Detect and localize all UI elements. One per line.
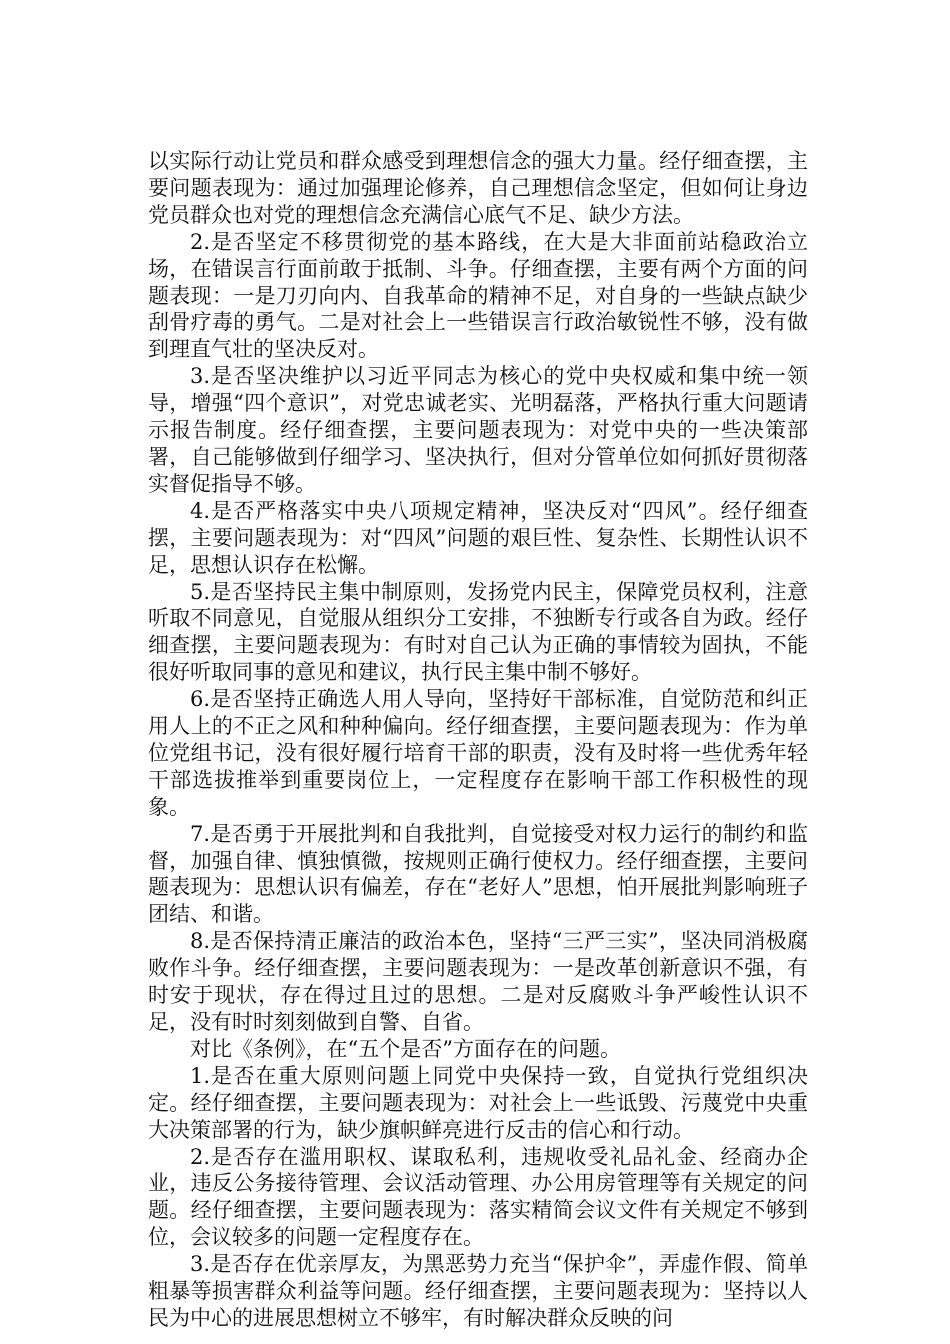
paragraph: 对比《条例》，在“五个是否”方面存在的问题。: [190, 1036, 621, 1061]
paragraph: 以实际行动让党员和群众感受到理想信念的强大力量。经仔细查摆，主要问题表现为：通过加强理论修养，自己理想信念坚定，但如何让身边党员群众也对党的理想信念充满信心底气不足、缺少方法。: [148, 149, 808, 227]
paragraph: 7.是否勇于开展批判和自我批判，自觉接受对权力运行的制约和监督，加强自律、慎独慎微，按规则正确行使权力。经仔细查摆，主要问题表现为：思想认识有偏差，存在“老好人”思想，怕开展批判影响班子团结、和谐。: [148, 821, 808, 927]
paragraph: 2.是否坚定不移贯彻党的基本路线，在大是大非面前站稳政治立场，在错误言行面前敢于抵制、斗争。仔细查摆，主要有两个方面的问题表现：一是刀刃向内、自我革命的精神不足，对自身的一些缺点缺少刮骨疗毒的勇气。二是对社会上一些错误言行政治敏锐性不够，没有做到理直气壮的坚决反对。: [148, 229, 808, 362]
document-page: [148, 148, 808, 1332]
paragraph: 1.是否在重大原则问题上同党中央保持一致，自觉执行党组织决定。经仔细查摆，主要问题表现为：对社会上一些诋毁、污蔑党中央重大决策部署的行为，缺少旗帜鲜亮进行反击的信心和行动。: [148, 1063, 808, 1142]
paragraph: 8.是否保持清正廉洁的政治本色，坚持“三严三实”，坚决同消极腐败作斗争。经仔细查摆，主要问题表现为：一是改革创新意识不强，有时安于现状，存在得过且过的思想。二是对反腐败斗争严峻性认识不足，没有时时刻刻做到自警、自省。: [148, 929, 808, 1034]
paragraph: 2.是否存在滥用职权、谋取私利，违规收受礼品礼金、经商办企业，违反公务接待管理、会议活动管理、办公用房管理等有关规定的问题。经仔细查摆，主要问题表现为：落实精简会议文件有关规定不够到位，会议较多的问题一定程度存在。: [148, 1144, 808, 1250]
paragraph: 3.是否坚决维护以习近平同志为核心的党中央权威和集中统一领导，增强“四个意识”，对党忠诚老实、光明磊落，严格执行重大问题请示报告制度。经仔细查摆，主要问题表现为：对党中央的一些决策部署，自己能够做到仔细学习、坚决执行，但对分管单位如何抓好贯彻落实督促指导不够。: [148, 364, 808, 496]
paragraph: 4.是否严格落实中央八项规定精神，坚决反对“四风”。经仔细查摆，主要问题表现为：对“四风”问题的艰巨性、复杂性、长期性认识不足，思想认识存在松懈。: [148, 498, 808, 577]
paragraph: 5.是否坚持民主集中制原则，发扬党内民主，保障党员权利，注意听取不同意见，自觉服从组织分工安排，不独断专行或各自为政。经仔细查摆，主要问题表现为：有时对自己认为正确的事情较为固执，不能很好听取同事的意见和建议，执行民主集中制不够好。: [148, 579, 808, 685]
paragraph: 3.是否存在优亲厚友，为黑恶势力充当“保护伞”，弄虚作假、简单粗暴等损害群众利益等问题。经仔细查摆，主要问题表现为：坚持以人民为中心的进展思想树立不够牢，有时解决群众反映的问: [148, 1252, 808, 1330]
paragraph: 6.是否坚持正确选人用人导向，坚持好干部标准，自觉防范和纠正用人上的不正之风和种种偏向。经仔细查摆，主要问题表现为：作为单位党组书记，没有很好履行培育干部的职责，没有及时将一些优秀年轻干部选拔推举到重要岗位上，一定程度存在影响干部工作积极性的现象。: [148, 687, 808, 819]
